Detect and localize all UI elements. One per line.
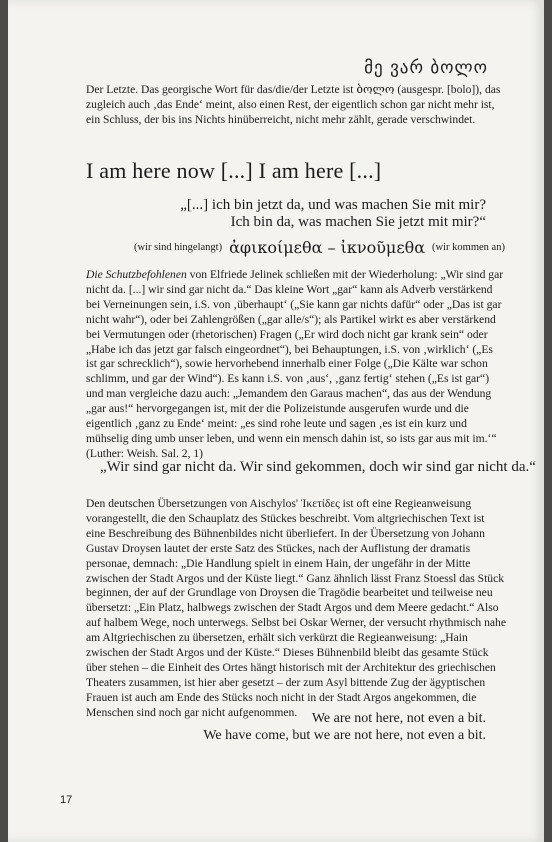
english-closing-line1: We are not here, not even a bit. [311, 711, 486, 726]
english-heading: I am here now [...] I am here [...] [86, 158, 382, 183]
paragraph-schutzbefohlenen-text: von Elfriede Jelinek schließen mit der Wiederholung: „Wir sind gar nicht da. [...] wir sind gar nicht da.“ Das kleine Wort „gar“ kann als Adverb verstärkend bei Verneinungen sein, i.S. von ‚überhaupt‘ („Sie kann gar nichts dafür“ oder „Das ist gar nicht wahr“), oder bei Zahlengrößen („gar alle/s“); als Partikel wirkt es aber verstärkend bei Vermutungen oder (rhetorischen) Fragen („Er wird doch nicht gar krank sein“ oder „Habe ich das jetzt gar falsch eingeordnet“), bei Behauptungen, i.S. von ‚wirklich‘ („Es ist gar schrecklich“), sowie hervorhebend innerhalb einer Folge („Die Kälte war schon schlimm, und gar der Wind“). Es kann i.S. von ‚aus‘, ‚ganz fertig‘ stehen („Es ist gar“) und man vergleiche dazu auch: „Jemandem den Garaus machen“, das aus der Wendung „gar aus!“ hervorgegangen ist, mit der die Polizeistunde ausgerufen wurde und die eigentlich ‚ganz zu Ende‘ meint: „es sind rohe leute und sagen ‚es ist ein kurz und mühselig ding umb unser leben, und wenn ein mensch dahin ist, so ists gar aus mit im.‘“ (Luther: Weish. Sal. 2, 1) [86, 268, 504, 460]
paragraph-schutzbefohlenen [86, 268, 506, 462]
english-closing-line2: We have come, but we are not here, not even a bit. [203, 728, 486, 743]
paragraph-letzte: Der Letzte. Das georgische Wort für das/die/der Letzte ist ბოლო (ausgespr. [bolo]), das zugleich auch ‚das Ende‘ meint, also einen Rest, der eigentlich schon gar nicht mehr ist, ein Schluss, der bis ins Nichts hinüberreicht, nicht mehr zählt, gerade verschwindet. [86, 83, 501, 127]
greek-line [134, 238, 505, 257]
english-closing [203, 710, 486, 744]
page-number: 17 [60, 794, 73, 806]
book-page [8, 0, 544, 842]
work-title: Die Schutzbefohlenen [86, 268, 187, 281]
greek-right-note: (wir kommen an) [432, 242, 505, 253]
german-quote-line1: „[...] ich bin jetzt da, und was machen Sie mit mir? [180, 197, 486, 213]
wir-quote: „Wir sind gar nicht da. Wir sind gekommen, doch wir sind gar nicht da.“ [100, 459, 536, 475]
german-quote [180, 197, 486, 231]
paragraph-aischylos: Den deutschen Übersetzungen von Aischylos' Ἱκετίδες ist oft eine Regieanweisung vorangestellt, die den Schauplatz des Stückes beschreibt. Vom altgriechischen Text ist eine Beschreibung des Bühnenbildes nicht überliefert. In der Übersetzung von Johann Gustav Droysen lautet der erste Satz des Stückes, nach der Auflistung der dramatis personae, demnach: „Die Handlung spielt in einem Hain, der ungefähr in der Mitte zwischen der Stadt Argos und der Küste liegt.“ Ganz ähnlich lässt Franz Stoessl das Stück beginnen, der auf der Grundlage von Droysen die Tragödie bearbeitet und teilweise neu übersetzt: „Ein Platz, halbwegs zwischen der Stadt Argos und dem Meere gedacht.“ Also auf halbem Wege, noch unterwegs. Selbst bei Oskar Werner, der versucht rhythmisch nahe am Altgriechischen zu übersetzen, erhält sich verkürzt die Regieanweisung: „Hain zwischen der Stadt Argos und der Küste.“ Dieses Bühnenbild bleibt das gesamte Stück über stehen – die Einheit des Ortes hängt historisch mit der Architektur des griechischen Theaters zusammen, ist hier aber gesetzt – der zum Asyl bittende Zug der ägyptischen Frauen ist auch am Ende des Stücks noch nicht in der Stadt Argos angekommen, die Menschen sind noch gar nicht aufgenommen. [86, 497, 506, 719]
german-quote-line2: Ich bin da, was machen Sie jetzt mit mir?“ [230, 214, 486, 230]
greek-words: ἀφικοίμεθα – ἰκνοῦμεθα [229, 238, 426, 257]
greek-left-note: (wir sind hingelangt) [134, 242, 223, 253]
georgian-heading: მე ვარ ბოლო [364, 58, 488, 78]
